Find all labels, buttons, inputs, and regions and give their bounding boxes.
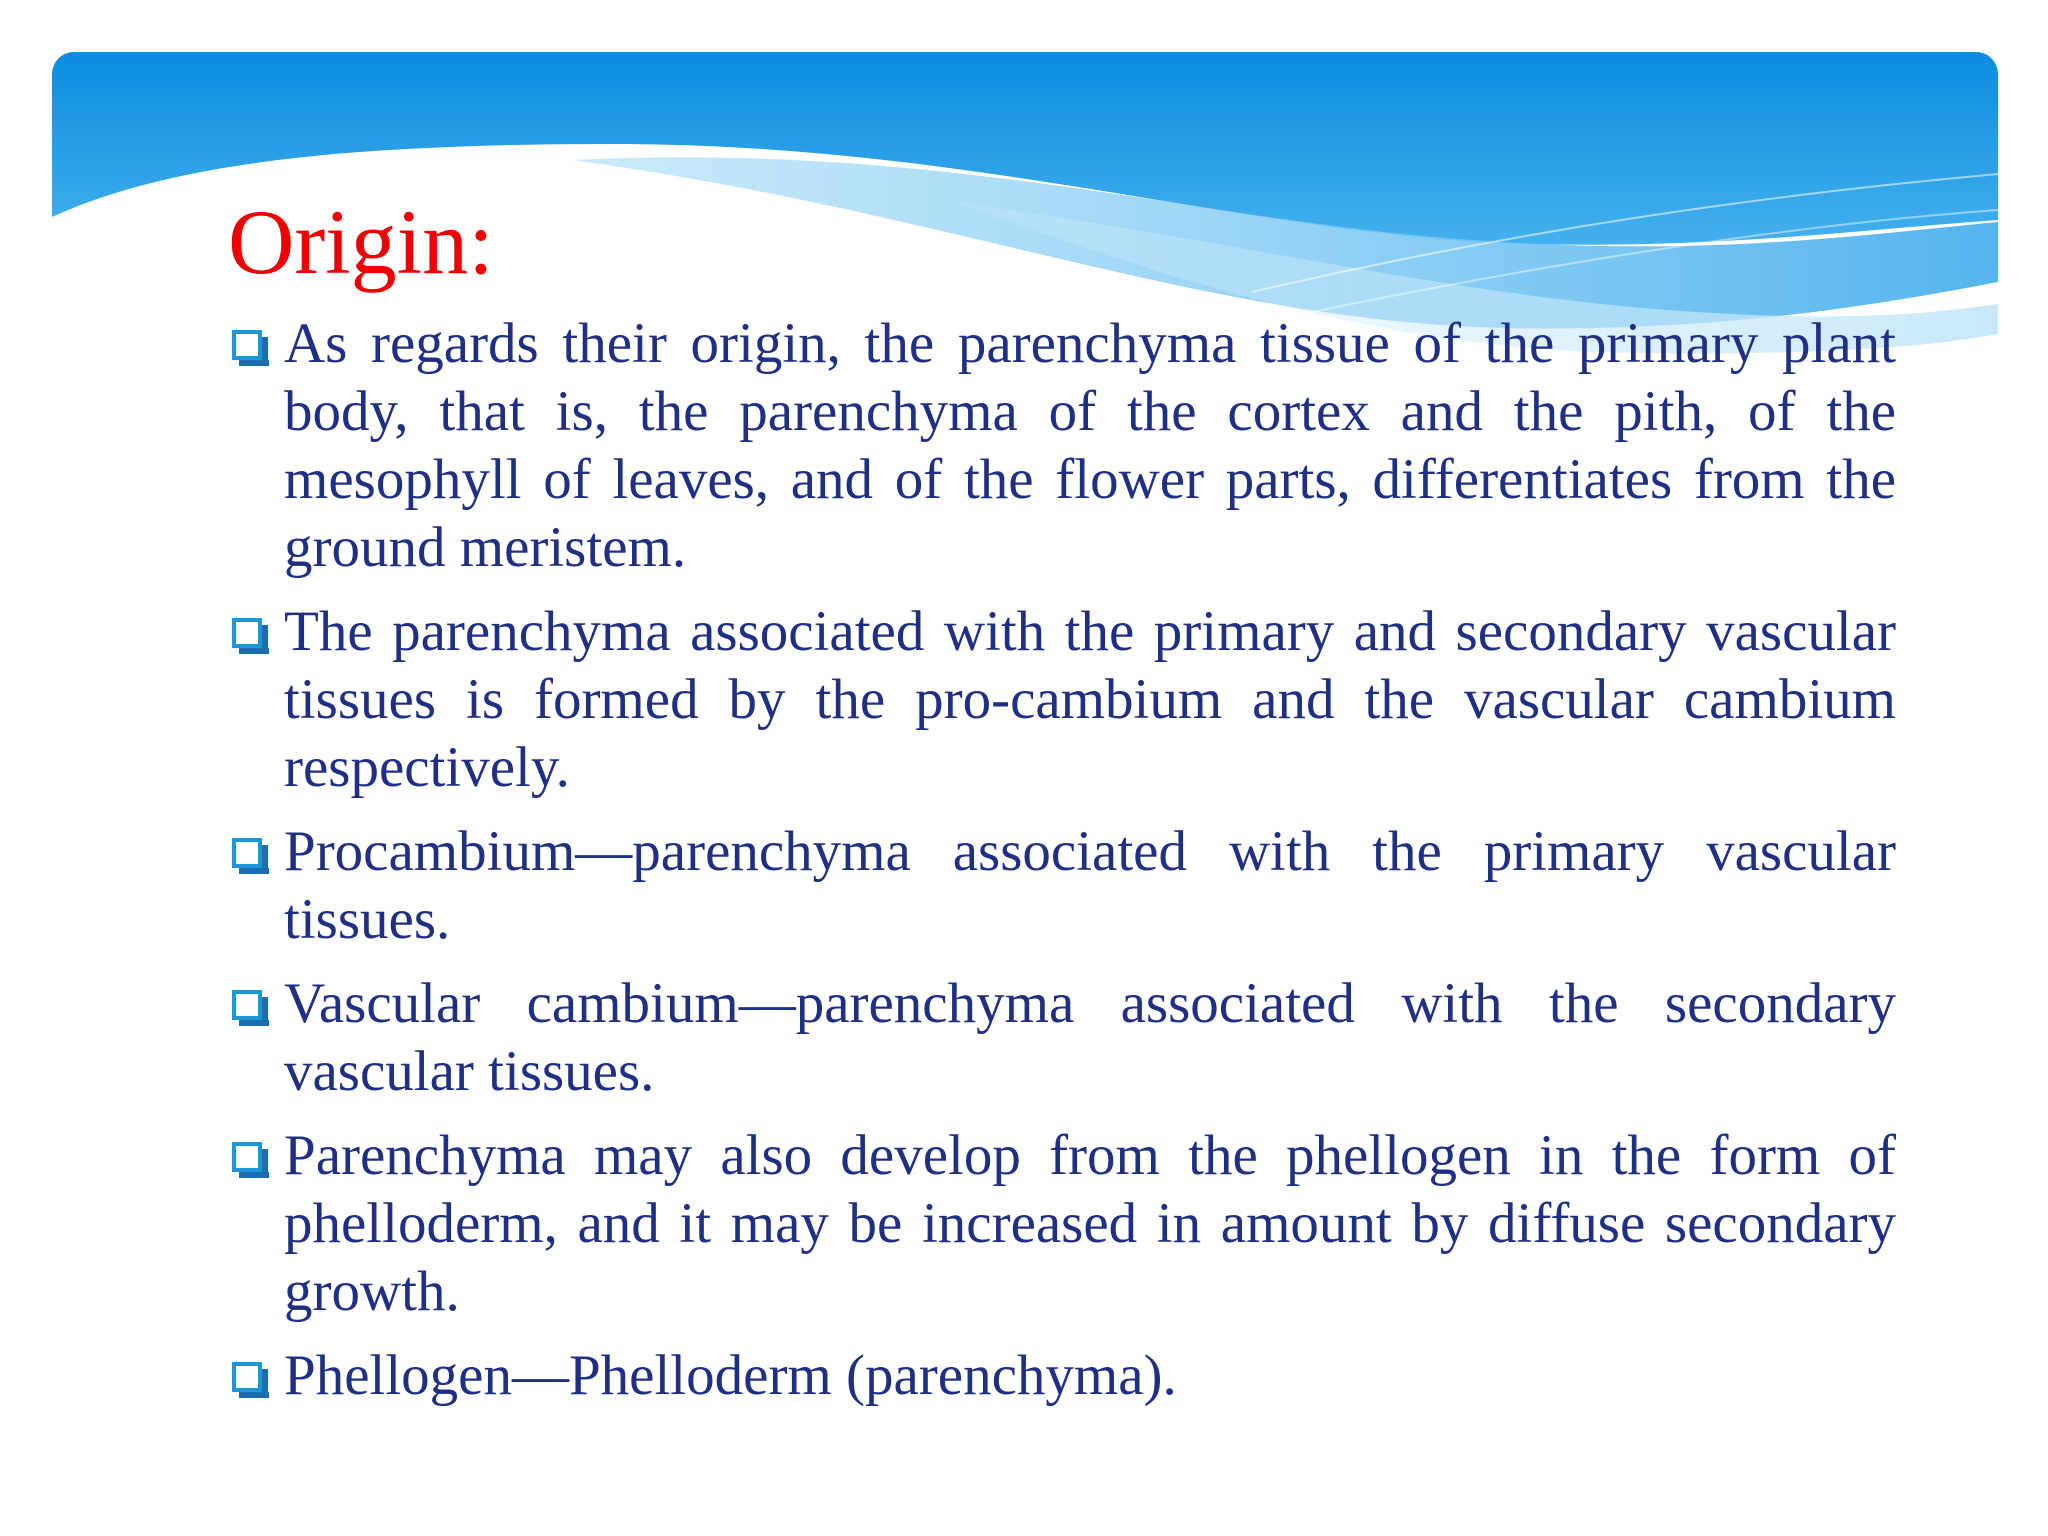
bullet-item <box>224 970 1896 1106</box>
checkbox-square-icon <box>232 618 262 648</box>
bullet-item <box>224 1342 1896 1410</box>
slide <box>52 52 1998 1536</box>
bullet-text: Phellogen—Phelloderm (parenchyma). <box>284 1344 1177 1407</box>
bullet-text: The parenchyma associated with the primary and secondary vascular tissues is formed by the pro-cambium and the vascular cambium respectively. <box>284 600 1896 799</box>
checkbox-square-icon <box>232 1362 262 1392</box>
bullet-text: Procambium—parenchyma associated with the primary vascular tissues. <box>284 820 1896 951</box>
checkbox-square-icon <box>232 990 262 1020</box>
bullet-text: As regards their origin, the parenchyma tissue of the primary plant body, that is, the parenchyma of the cortex and the pith, of the mesophyll of leaves, and of the flower parts, differentiates from the ground meristem. <box>284 312 1896 579</box>
bullet-text: Parenchyma may also develop from the phellogen in the form of phelloderm, and it may be increased in amount by diffuse secondary growth. <box>284 1124 1896 1323</box>
checkbox-square-icon <box>232 838 262 868</box>
checkbox-square-icon <box>232 1142 262 1172</box>
bullet-item <box>224 310 1896 582</box>
bullet-item <box>224 818 1896 954</box>
bullet-item <box>224 1122 1896 1326</box>
bullet-item <box>224 598 1896 802</box>
bullet-list <box>224 310 1896 1410</box>
bullet-text: Vascular cambium—parenchyma associated with the secondary vascular tissues. <box>284 972 1896 1103</box>
checkbox-square-icon <box>232 330 262 360</box>
slide-title: Origin: <box>228 191 494 293</box>
